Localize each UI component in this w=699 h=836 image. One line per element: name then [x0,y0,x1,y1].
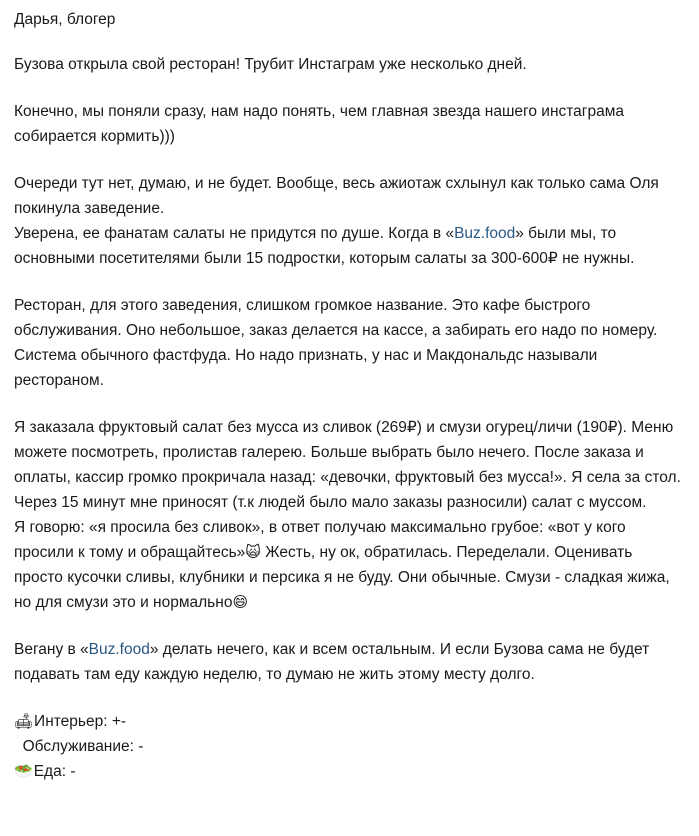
rating-value-food: - [70,763,76,780]
paragraph-4-text-after: » были мы, то основными посетителями были 15 подростки, которым салаты за 300-600₽ не нужны. [14,225,635,267]
scream-cat-emoji: 🙀 [245,543,261,561]
paragraph-8-text-before: Вегану в « [14,641,89,658]
rating-item-food [14,759,685,784]
paragraph-6: Я заказала фруктовый салат без мусса из сливок (269₽) и смузи огурец/личи (190₽). Меню можете посмотреть, пролистав галерею. Больше выбрать было нечего. После заказа и оплаты, кассир громко прокричала назад: «девочки, фруктовый без мусса!». Я села за стол. Через 15 минут мне приносят (т.к людей было мало заказы разносили) салат с муссом. [14,419,681,511]
rating-label-interior: Интерьер: [34,713,108,730]
grin-emoji: 😄 [232,593,249,611]
buzfood-link-1[interactable]: Buz.food [454,225,516,242]
buzfood-link-2[interactable]: Buz.food [88,641,150,658]
paragraph-7-part-2: Жесть, ну ок, обратилась. Переделали. Оценивать просто кусочки сливы, клубники и персика я не буду. Они обычные. Смузи - сладкая жижа, но для смузи это и нормально [14,544,670,611]
post-author: Дарья, блогер [14,11,116,28]
paragraph-2: Конечно, мы поняли сразу, нам надо понять, чем главная звезда нашего инстаграма собирается кормить))) [14,103,624,145]
ratings-list [14,709,685,784]
paragraph-1: Бузова открыла свой ресторан! Трубит Инстаграм уже несколько дней. [14,56,527,73]
rating-item-service [14,734,685,759]
paragraph-8-text-after: » делать нечего, как и всем остальным. И если Бузова сама не будет подавать там еду каждую неделю, то думаю не жить этому месту долго. [14,641,650,683]
rating-label-service: Обслуживание: [22,738,134,755]
salad-icon: 🥗 [14,762,33,780]
paragraph-7 [14,515,685,615]
rating-item-interior [14,709,685,734]
paragraph-3: Очереди тут нет, думаю, и не будет. Вообще, весь ажиотаж схлынул как только сама Оля покинула заведение. [14,175,659,217]
rating-value-service: - [138,738,144,755]
couch-icon: 🛋 [14,712,34,730]
paragraph-7-part-1: Я говорю: «я просила без сливок», в ответ получаю максимально грубое: «вот у кого просили к тому и обращайтесь» [14,519,626,561]
paragraph-4-with-link [14,221,685,271]
rating-value-interior: +- [111,713,127,730]
paragraph-8-with-link [14,637,685,687]
rating-label-food: Еда: [33,763,66,780]
paragraph-5: Ресторан, для этого заведения, слишком громкое название. Это кафе быстрого обслуживания. Оно небольшое, заказ делается на кассе, а забирать его надо по номеру. Система обычного фастфуда. Но надо признать, у нас и Макдональдс называли рестораном. [14,297,658,389]
paragraph-4-text-before: Уверена, ее фанатам салаты не придутся по душе. Когда в « [14,225,455,242]
